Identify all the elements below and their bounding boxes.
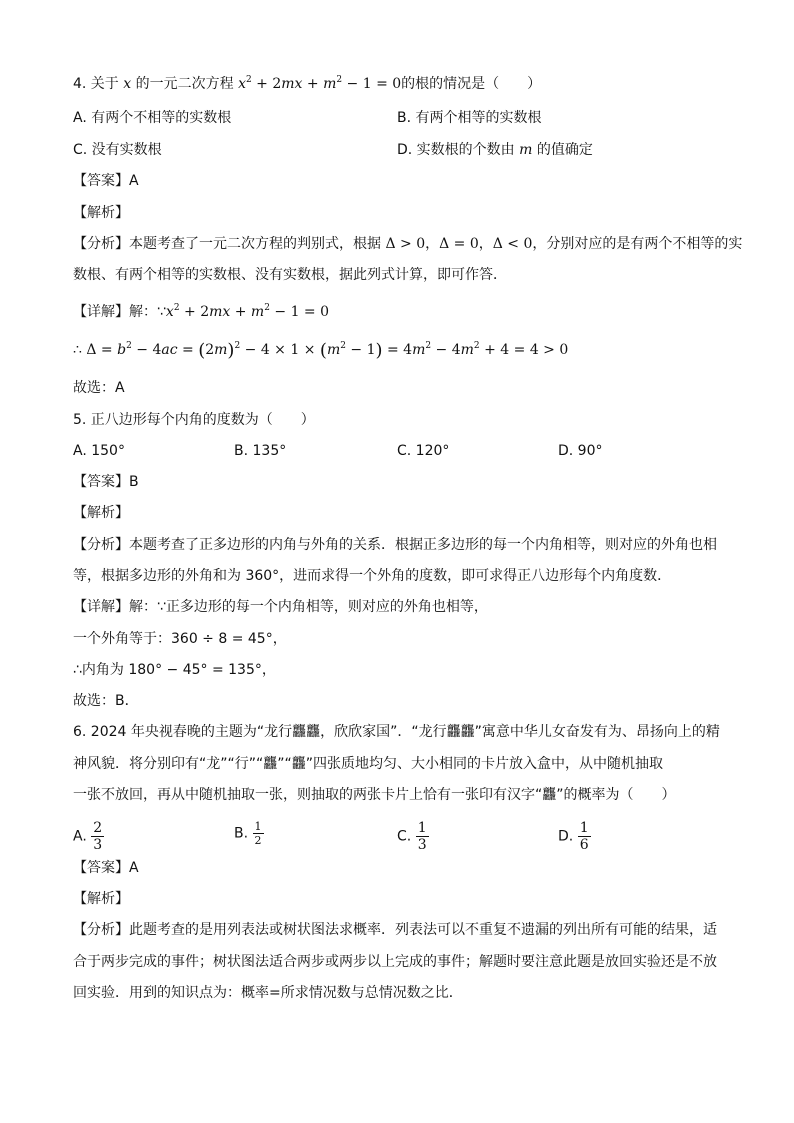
q6-analysis-line-1: 【分析】此题考查的是用列表法或树状图法求概率．列表法可以不重复不遗漏的列出所有可能的结果，适 xyxy=(73,922,717,938)
q4-stem xyxy=(73,74,541,94)
q4-stem-prefix: 4. 关于 xyxy=(73,76,119,92)
q6-analysis-line-2: 合于两步完成的事件；树状图法适合两步或两步以上完成的事件；解题时要注意此题是放回实验还是不放 xyxy=(73,954,717,970)
q5-jiexi-label: 解析 xyxy=(87,505,115,521)
q5-analysis-line-1: 【分析】本题考查了正多边形的内角与外角的关系．根据正多边形的每一个内角相等，则对应的外角也相 xyxy=(73,537,717,553)
q4-option-d xyxy=(397,140,593,160)
q6-option-d-label: D. xyxy=(558,828,574,845)
q4-stem-var: x xyxy=(123,76,132,92)
q4-option-b: B. 有两个相等的实数根 xyxy=(397,110,542,126)
q6-option-d-numerator: 1 xyxy=(579,820,589,836)
q5-detail-line-3: ∴内角为 180° − 45° = 135°， xyxy=(73,662,276,678)
q4-option-a: A. 有两个不相等的实数根 xyxy=(73,110,232,126)
q4-option-d-suffix: 的值确定 xyxy=(536,142,593,158)
q6-option-c-fraction xyxy=(416,820,429,853)
q4-stem-middle: 的一元二次方程 xyxy=(135,76,234,92)
q4-analysis-line-2: 数根、有两个相等的实数根、没有实数根，据此列式计算，即可作答． xyxy=(73,267,507,283)
q6-jiexi-label: 解析 xyxy=(87,891,115,907)
q4-jiexi-heading: 【解析】 xyxy=(73,205,129,221)
q4-discriminant-conditions: Δ > 0，Δ = 0，Δ < 0， xyxy=(385,236,547,252)
q6-option-b-numerator: 1 xyxy=(254,820,262,833)
q6-option-d-fraction xyxy=(578,820,591,853)
q6-stem-line-2: 神风貌．将分别印有“龙”“行”“龘”“龘”四张质地均匀、大小相同的卡片放入盒中，从中随机抽取 xyxy=(73,756,664,772)
q5-answer: 【答案】B xyxy=(73,474,139,490)
q6-option-a-label: A. xyxy=(73,828,87,845)
q4-jiexi-label: 解析 xyxy=(87,205,115,221)
q6-stem-line-3: 一张不放回，再从中随机抽取一张，则抽取的两张卡片上恰有一张印有汉字“龘”的概率为（ ） xyxy=(73,787,676,803)
q4-stem-suffix: 的根的情况是（ ） xyxy=(401,76,542,92)
q4-analysis-suffix: 分别对应的是有两个不相等的实 xyxy=(546,236,743,252)
q4-answer: 【答案】A xyxy=(73,173,139,189)
q6-option-d xyxy=(558,820,591,853)
q5-option-a: A. 150° xyxy=(73,443,125,459)
q4-option-d-var: m xyxy=(519,142,533,158)
q5-jiexi-heading: 【解析】 xyxy=(73,505,129,521)
q4-equation: $x^2 + 2mx + m^2 - 1 = 0$ xyxy=(238,75,402,92)
q5-option-b: B. 135° xyxy=(234,443,287,459)
q6-jiexi-heading: 【解析】 xyxy=(73,891,129,907)
q5-detail-line-2: 一个外角等于：360 ÷ 8 = 45°， xyxy=(73,631,287,647)
q6-option-c-denominator: 3 xyxy=(417,837,427,853)
q6-option-a-fraction xyxy=(91,820,104,853)
q4-detail-line-2: ∴ $\Delta = b^2 - 4ac = (2m)^2 - 4 \times 1 \times (m^2 - 1) = 4m^2 - 4m^2 + 4 = 4 > 0$ xyxy=(73,340,569,361)
q6-option-c xyxy=(397,820,429,853)
q6-option-b-label: B. xyxy=(234,825,249,842)
q6-option-b xyxy=(234,820,264,847)
q6-option-b-denominator: 2 xyxy=(254,834,262,847)
q4-detail-prefix: 【详解】解：∵ xyxy=(73,304,166,320)
q5-option-d: D. 90° xyxy=(558,443,603,459)
q4-analysis-prefix: 【分析】本题考查了一元二次方程的判别式，根据 xyxy=(73,236,381,252)
q6-stem-line-1: 6. 2024 年央视春晚的主题为“龙行龘龘，欣欣家国”．“龙行龘龘”寓意中华儿女奋发有为、昂扬向上的精 xyxy=(73,724,720,740)
q6-answer: 【答案】A xyxy=(73,860,139,876)
q4-option-d-prefix: D. 实数根的个数由 xyxy=(397,142,515,158)
q6-option-d-denominator: 6 xyxy=(579,837,589,853)
q6-option-b-fraction xyxy=(253,820,264,847)
q6-option-c-numerator: 1 xyxy=(417,820,427,836)
q5-option-c: C. 120° xyxy=(397,443,450,459)
q4-option-c: C. 没有实数根 xyxy=(73,142,162,158)
q4-analysis-line-1 xyxy=(73,234,742,254)
q4-choice: 故选：A xyxy=(73,380,125,396)
q6-option-a-denominator: 3 xyxy=(93,837,103,853)
q4-detail-line-1 xyxy=(73,302,329,322)
q5-detail-line-1: 【详解】解：∵正多边形的每一个内角相等，则对应的外角也相等， xyxy=(73,599,488,615)
q5-stem: 5. 正八边形每个内角的度数为（ ） xyxy=(73,412,315,428)
q6-option-a-numerator: 2 xyxy=(93,820,103,836)
q4-detail-equation: $x^2 + 2mx + m^2 - 1 = 0$ xyxy=(165,303,330,320)
q6-analysis-line-3: 回实验．用到的知识点为：概率=所求情况数与总情况数之比． xyxy=(73,985,463,1001)
q6-option-a xyxy=(73,820,104,853)
q5-analysis-line-2: 等，根据多边形的外角和为 360°，进而求得一个外角的度数，即可求得正八边形每个内角度数． xyxy=(73,568,672,584)
q6-option-c-label: C. xyxy=(397,828,412,845)
q5-choice: 故选：B． xyxy=(73,693,139,709)
